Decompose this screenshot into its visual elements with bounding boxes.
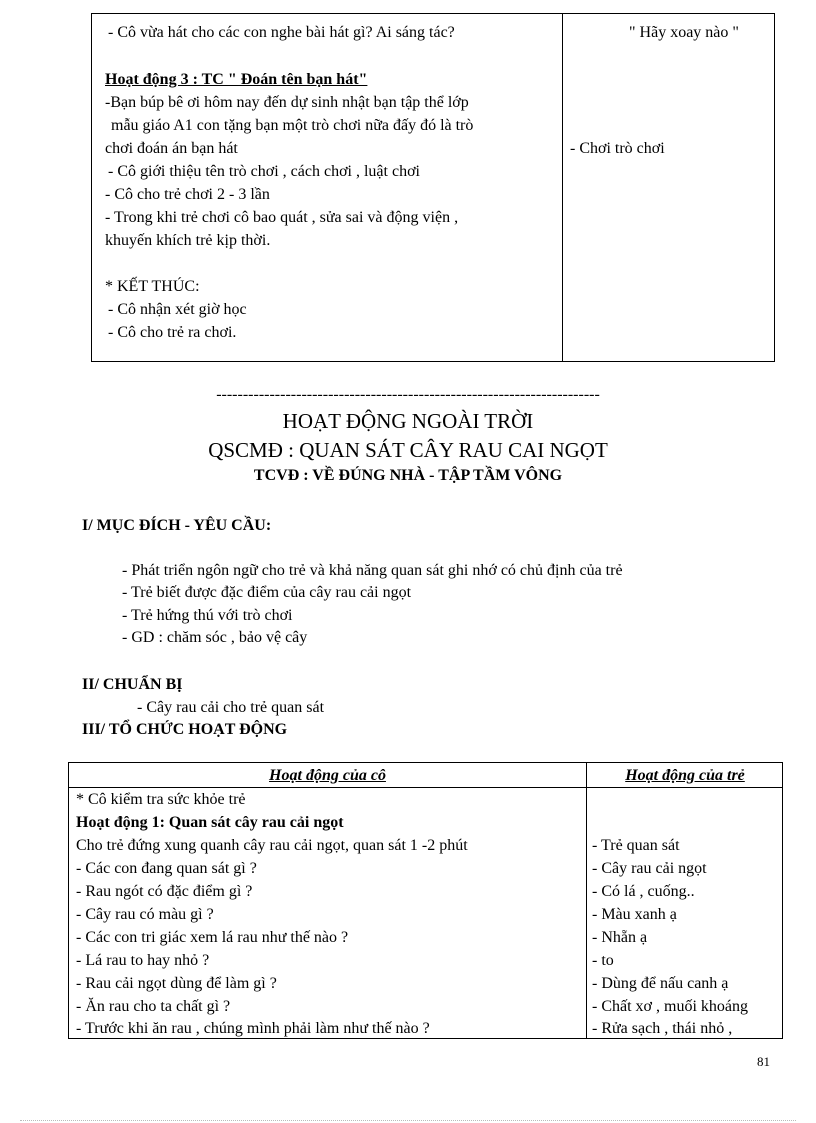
table-cell: - Ăn rau cho ta chất gì ?	[76, 998, 231, 1015]
separator-line: ------------------------------------------------------------------------	[216, 386, 600, 403]
table-line: - Cô vừa hát cho các con nghe bài hát gì? Ai sáng tác?	[108, 24, 455, 41]
column-divider	[586, 763, 587, 1038]
page-title: HOẠT ĐỘNG NGOÀI TRỜI	[282, 409, 534, 433]
page-number: 81	[757, 1054, 770, 1069]
table-line: - Cô cho trẻ chơi 2 - 3 lần	[105, 186, 270, 203]
page-subtitle: QSCMĐ : QUAN SÁT CÂY RAU CAI NGỌT	[208, 438, 608, 462]
activity-table	[68, 762, 783, 1039]
table-line: khuyến khích trẻ kịp thời.	[105, 232, 271, 249]
table-cell: - Cây rau có màu gì ?	[76, 906, 214, 923]
top-activity-table	[91, 13, 775, 362]
list-item: - GD : chăm sóc , bảo vệ cây	[122, 629, 308, 646]
table-cell: - Chất xơ , muối khoáng	[592, 998, 748, 1015]
section-heading: II/ CHUẨN BỊ	[82, 676, 183, 693]
table-cell: - Rửa sạch , thái nhỏ ,	[592, 1020, 733, 1037]
list-item: - Trẻ biết được đặc điểm của cây rau cải ngọt	[122, 584, 412, 601]
section-heading: III/ TỔ CHỨC HOẠT ĐỘNG	[82, 721, 288, 738]
table-header: Hoạt động của trẻ	[625, 767, 745, 784]
table-cell: - Màu xanh ạ	[592, 906, 677, 923]
page-footer-rule	[20, 1120, 796, 1121]
table-cell: * Cô kiểm tra sức khỏe trẻ	[76, 791, 246, 808]
table-cell: - Trước khi ăn rau , chúng mình phải làm như thế nào ?	[76, 1020, 430, 1037]
list-item: - Phát triển ngôn ngữ cho trẻ và khả năng quan sát ghi nhớ có chủ định của trẻ	[122, 562, 623, 579]
table-cell: - Dùng để nấu canh ạ	[592, 975, 729, 992]
table-line: chơi đoán án bạn hát	[105, 140, 238, 157]
table-line-right: - Chơi trò chơi	[570, 140, 665, 157]
table-line: -Bạn búp bê ơi hôm nay đến dự sinh nhật bạn tập thể lớp	[105, 94, 469, 111]
table-cell: - Rau cải ngọt dùng để làm gì ?	[76, 975, 277, 992]
table-line: - Cô cho trẻ ra chơi.	[108, 324, 237, 341]
table-line-right: " Hãy xoay nào "	[629, 24, 739, 41]
table-line: mẫu giáo A1 con tặng bạn một trò chơi nữa đấy đó là trò	[111, 117, 474, 134]
table-cell: - Các con tri giác xem lá rau như thế nào ?	[76, 929, 349, 946]
table-cell: - Cây rau cải ngọt	[592, 860, 707, 877]
section-heading: I/ MỤC ĐÍCH - YÊU CẦU:	[82, 517, 272, 534]
table-header: Hoạt động của cô	[269, 767, 386, 784]
column-divider	[562, 14, 563, 361]
table-line: - Cô nhận xét giờ học	[108, 301, 247, 318]
list-item: - Trẻ hứng thú với trò chơi	[122, 607, 293, 624]
table-cell: - Có lá , cuống..	[592, 883, 695, 900]
table-cell: Cho trẻ đứng xung quanh cây rau cải ngọt, quan sát 1 -2 phút	[76, 837, 468, 854]
table-cell: - Lá rau to hay nhỏ ?	[76, 952, 210, 969]
table-cell: Hoạt động 1: Quan sát cây rau cải ngọt	[76, 814, 344, 831]
table-cell: - to	[592, 952, 614, 969]
table-line: - Cô giới thiệu tên trò chơi , cách chơi , luật chơi	[108, 163, 420, 180]
activity-heading: Hoạt động 3 : TC " Đoán tên bạn hát"	[105, 71, 368, 88]
table-cell: - Trẻ quan sát	[592, 837, 680, 854]
table-line: * KẾT THÚC:	[105, 278, 200, 295]
table-cell: - Các con đang quan sát gì ?	[76, 860, 257, 877]
table-cell: - Nhẵn ạ	[592, 929, 648, 946]
page-subtitle-2: TCVĐ : VỀ ĐÚNG NHÀ - TẬP TẦM VÔNG	[253, 467, 563, 484]
table-line: - Trong khi trẻ chơi cô bao quát , sửa sai và động viện ,	[105, 209, 459, 226]
table-cell: - Rau ngót có đặc điểm gì ?	[76, 883, 253, 900]
list-item: - Cây rau cải cho trẻ quan sát	[137, 699, 325, 716]
